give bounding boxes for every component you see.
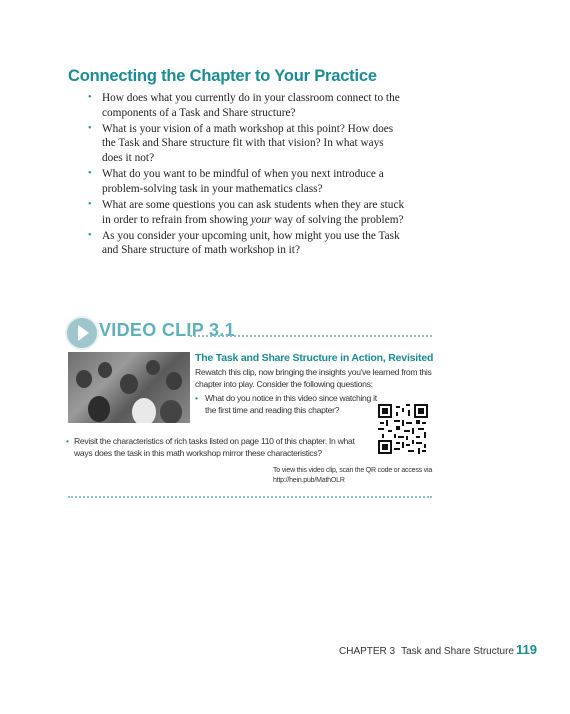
list-item: • What are some questions you can ask students when they are stuck in order to refrain from showing your way of solving the problem? — [88, 198, 405, 226]
divider — [68, 496, 432, 498]
video-thumbnail[interactable] — [68, 352, 190, 423]
bullet-icon: • — [88, 229, 92, 241]
section-heading: Connecting the Chapter to Your Practice — [68, 67, 377, 85]
bullet-icon: • — [195, 393, 198, 403]
play-icon[interactable] — [65, 316, 99, 350]
bullet-icon: • — [88, 122, 92, 134]
bullet-icon: • — [88, 198, 92, 210]
reflection-questions — [86, 91, 406, 260]
bullet-icon: • — [88, 168, 92, 180]
access-note: To view this video clip, scan the QR code or access via http://hein.pub/MathOLR — [273, 467, 433, 484]
list-item: • As you consider your upcoming unit, how might you use the Task and Share structure of math workshop in it? — [88, 229, 400, 257]
list-item: • How does what you currently do in your classroom connect to the components of a Task and Share structure? — [88, 92, 400, 119]
page-number: 119 — [516, 642, 537, 657]
list-item: • What do you notice in this video since watching it the first time and reading this chapter? — [195, 393, 377, 415]
divider — [190, 335, 432, 337]
video-subtitle: The Task and Share Structure in Action, Revisited — [195, 352, 434, 364]
chapter-title: Task and Share Structure — [401, 646, 514, 657]
qr-code-icon[interactable] — [378, 404, 428, 454]
video-clip-label: VIDEO CLIP 3.1 — [99, 320, 235, 340]
list-item: • What do you want to be mindful of when you next introduce a problem-solving task in your mathematics class? — [88, 168, 384, 195]
chapter-label: CHAPTER 3 — [339, 646, 396, 657]
bullet-icon: • — [88, 92, 92, 103]
bullet-icon: • — [66, 436, 69, 446]
running-footer — [339, 646, 514, 657]
video-intro: Rewatch this clip, now bringing the insights you've learned from this chapter into play. Consider the following questions: — [195, 367, 432, 389]
list-item: • What is your vision of a math workshop at this point? How does the Task and Share structure fit with that vision? In what ways does it not? — [88, 122, 394, 164]
list-item: • Revisit the characteristics of rich tasks listed on page 110 of this chapter. In what ways does the task in this math workshop mirror these characteristics? — [66, 436, 355, 458]
